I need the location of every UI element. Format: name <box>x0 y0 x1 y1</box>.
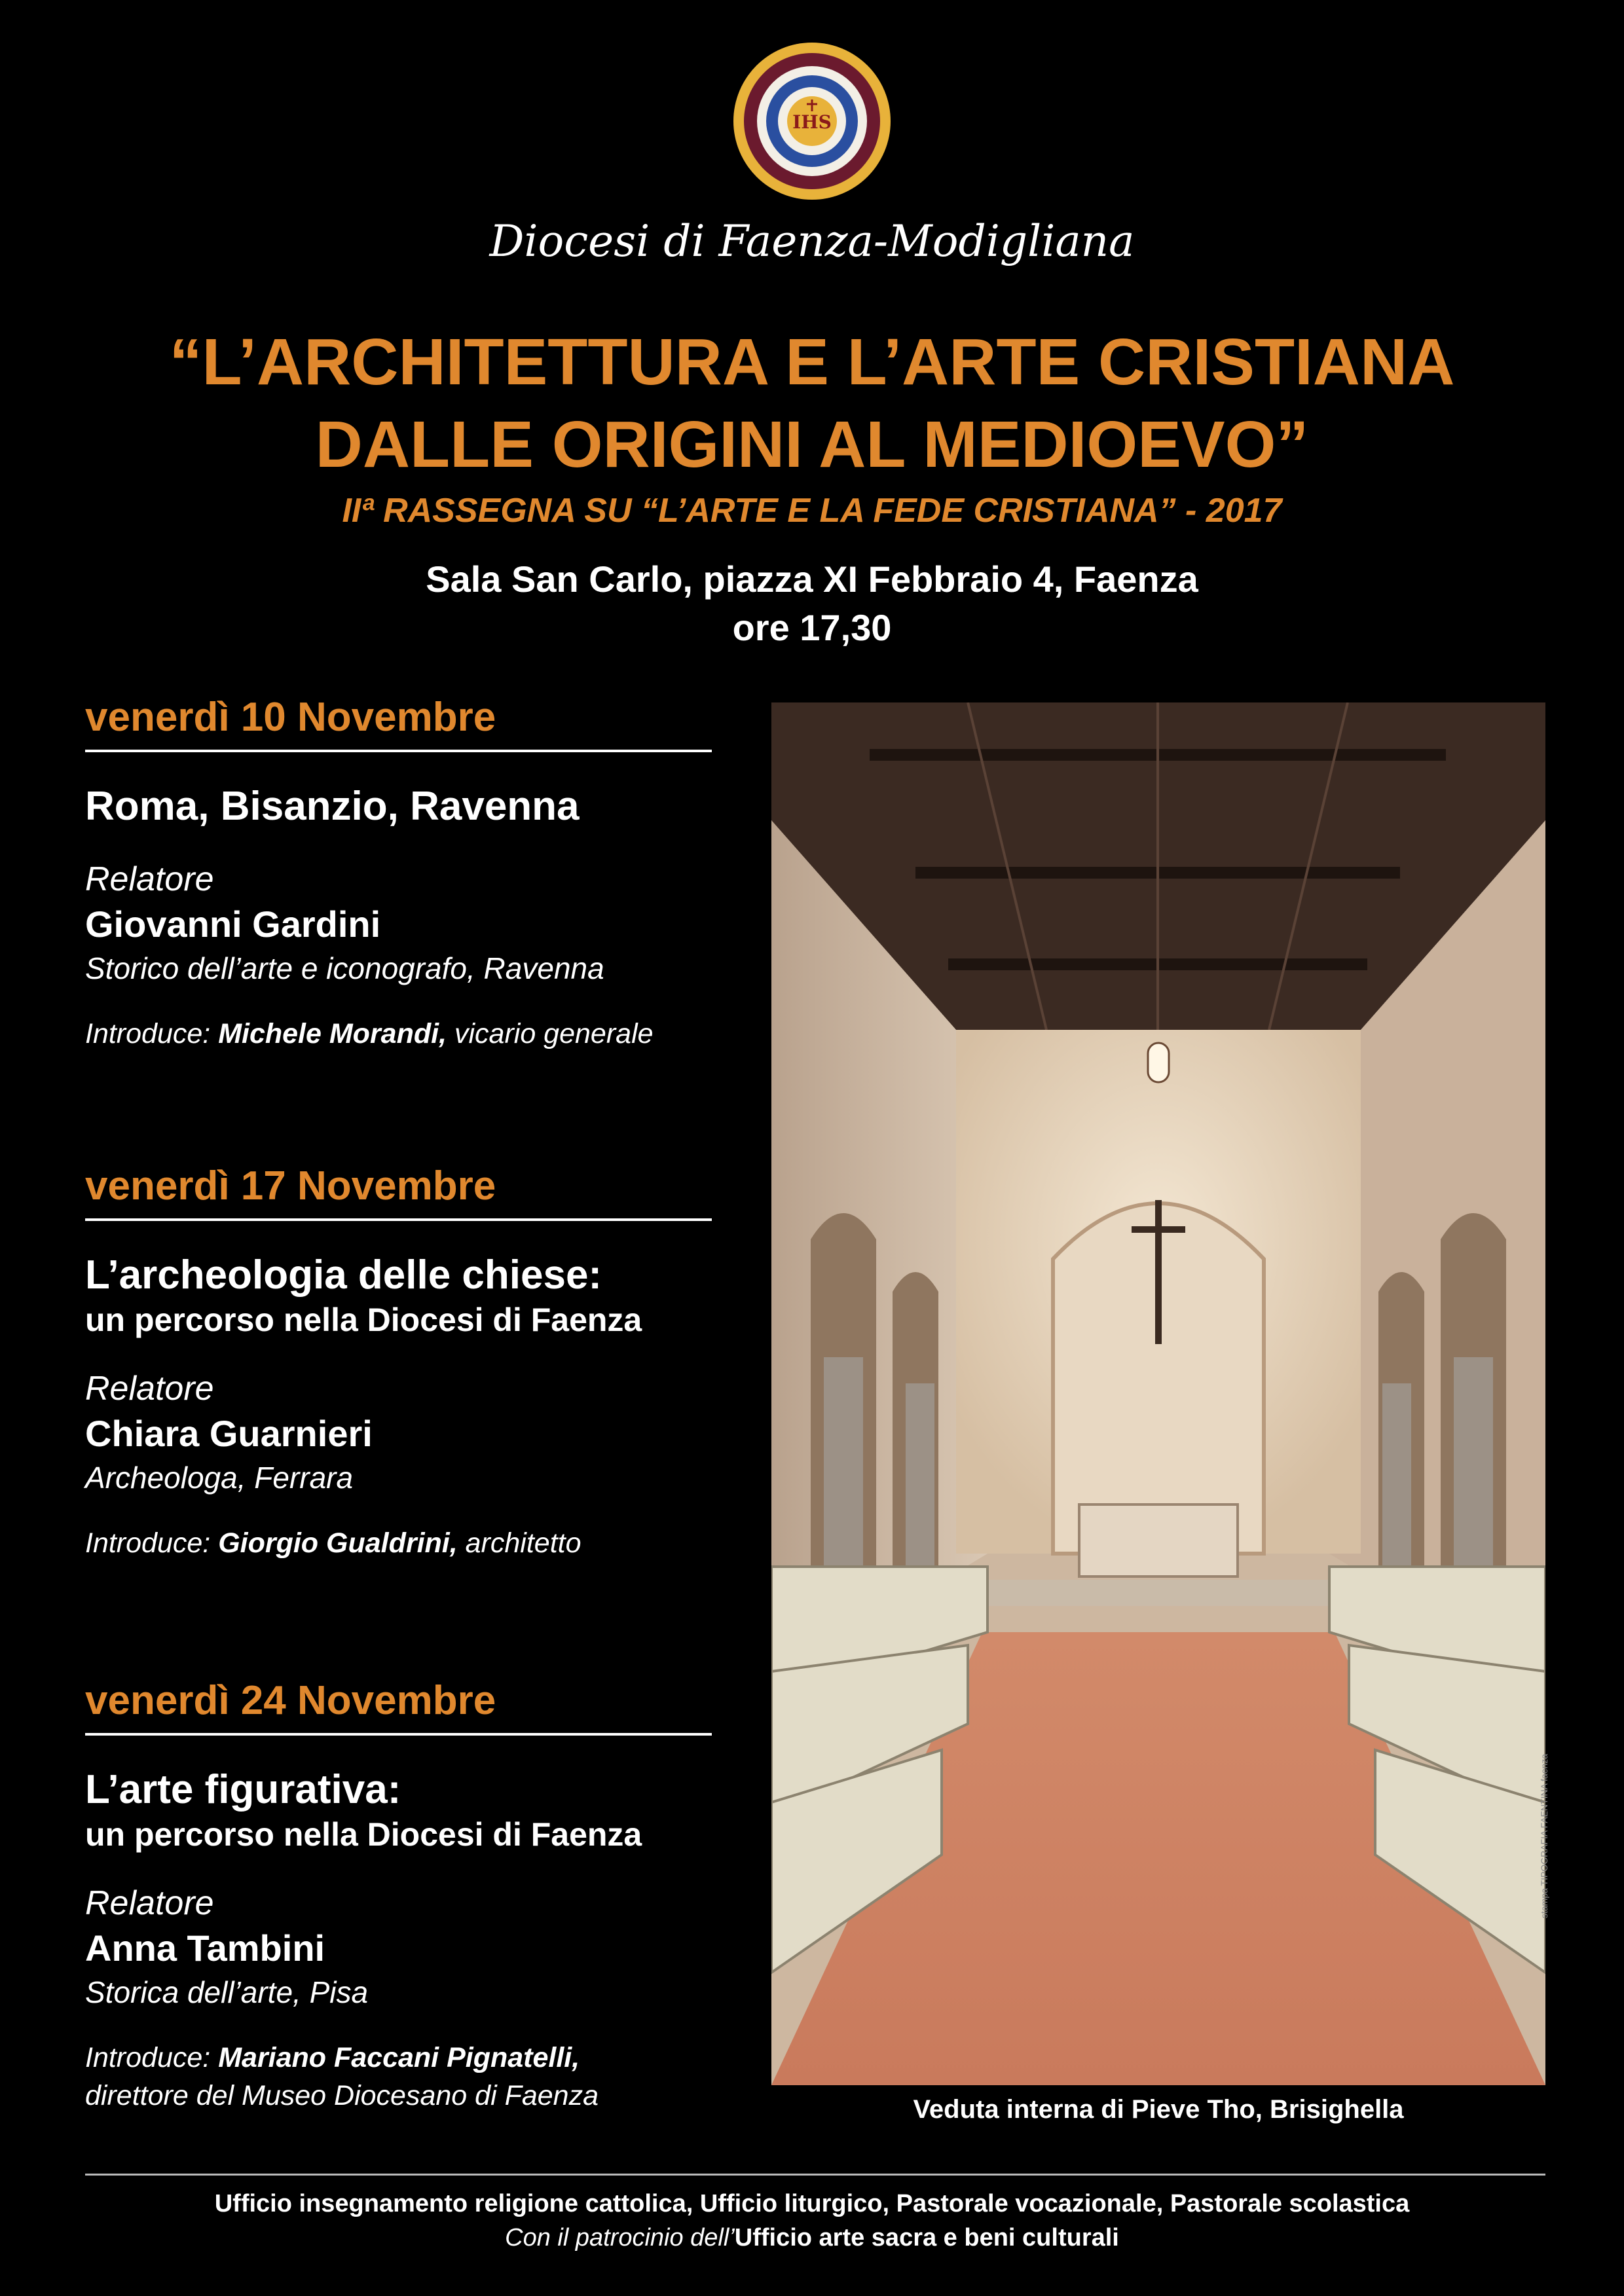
event-divider <box>85 750 712 752</box>
page-title <box>0 321 1624 486</box>
event-divider <box>85 1733 712 1736</box>
subtitle: IIª RASSEGNA SU “L’ARTE E LA FEDE CRISTIANA” - 2017 <box>342 492 1282 530</box>
speaker-name: Chiara Guarnieri <box>85 1413 373 1454</box>
event-date: venerdì 17 Novembre <box>85 1163 496 1209</box>
venue-block <box>0 555 1624 652</box>
intro-label: Introduce: <box>85 1018 211 1049</box>
intro-role: direttore del Museo Diocesano di Faenza <box>85 2080 599 2111</box>
venue-time: ore 17,30 <box>732 607 892 648</box>
diocese-name: Diocesi di Faenza-Modigliana <box>489 216 1135 266</box>
footer-organizers: Ufficio insegnamento religione cattolica, Ufficio liturgico, Pastorale vocazionale, Pastorale scolastica <box>214 2190 1410 2217</box>
speaker-role: Storica dell’arte, Pisa <box>85 1975 369 2009</box>
footer-patronage <box>0 2224 1624 2252</box>
introducer <box>85 1015 714 1053</box>
printer-credit: stampa TIPOGRAFIA FAENTINA faenza <box>1539 1753 1549 1918</box>
speaker-label: Relatore <box>85 1370 214 1408</box>
patronage-prefix: Con il patrocinio dell’ <box>505 2224 735 2251</box>
title-line-1: “L’ARCHITETTURA E L’ARTE CRISTIANA <box>169 325 1455 399</box>
event-topic: L’arte figurativa: <box>85 1767 401 1812</box>
event-topic: L’archeologia delle chiese: <box>85 1252 602 1298</box>
venue-place: Sala San Carlo, piazza XI Febbraio 4, Faenza <box>426 558 1198 600</box>
church-interior-photo <box>771 702 1545 2085</box>
intro-label: Introduce: <box>85 1527 211 1559</box>
event-1 <box>85 694 714 1053</box>
title-line-2: DALLE ORIGINI AL MEDIOEVO” <box>315 408 1309 481</box>
event-date: venerdì 24 Novembre <box>85 1678 496 1723</box>
speaker-name: Anna Tambini <box>85 1927 325 1969</box>
speaker-label: Relatore <box>85 860 214 898</box>
speaker-label: Relatore <box>85 1884 214 1922</box>
speaker-role: Archeologa, Ferrara <box>85 1461 354 1495</box>
intro-name: Michele Morandi, <box>218 1018 447 1049</box>
event-date: venerdì 10 Novembre <box>85 695 496 740</box>
speaker-role: Storico dell’arte e iconografo, Ravenna <box>85 951 604 985</box>
intro-role: vicario generale <box>454 1018 654 1049</box>
event-topic: Roma, Bisanzio, Ravenna <box>85 784 580 829</box>
intro-role: architetto <box>465 1527 581 1559</box>
patronage-office: Ufficio arte sacra e beni culturali <box>734 2224 1119 2251</box>
diocese-emblem <box>730 39 894 203</box>
event-2 <box>85 1163 714 1562</box>
event-topic-sub: un percorso nella Diocesi di Faenza <box>85 1816 642 1853</box>
photo-caption: Veduta interna di Pieve Tho, Brisighella <box>913 2095 1404 2124</box>
emblem-monogram: IHS <box>792 111 832 133</box>
event-divider <box>85 1218 712 1221</box>
intro-name: Giorgio Gualdrini, <box>218 1527 458 1559</box>
speaker-name: Giovanni Gardini <box>85 903 381 945</box>
event-topic-sub: un percorso nella Diocesi di Faenza <box>85 1302 642 1338</box>
event-3 <box>85 1677 714 2115</box>
footer-divider <box>85 2174 1545 2176</box>
introducer <box>85 1524 714 1562</box>
intro-name: Mariano Faccani Pignatelli, <box>218 2042 580 2073</box>
introducer <box>85 2039 714 2115</box>
intro-label: Introduce: <box>85 2042 211 2073</box>
